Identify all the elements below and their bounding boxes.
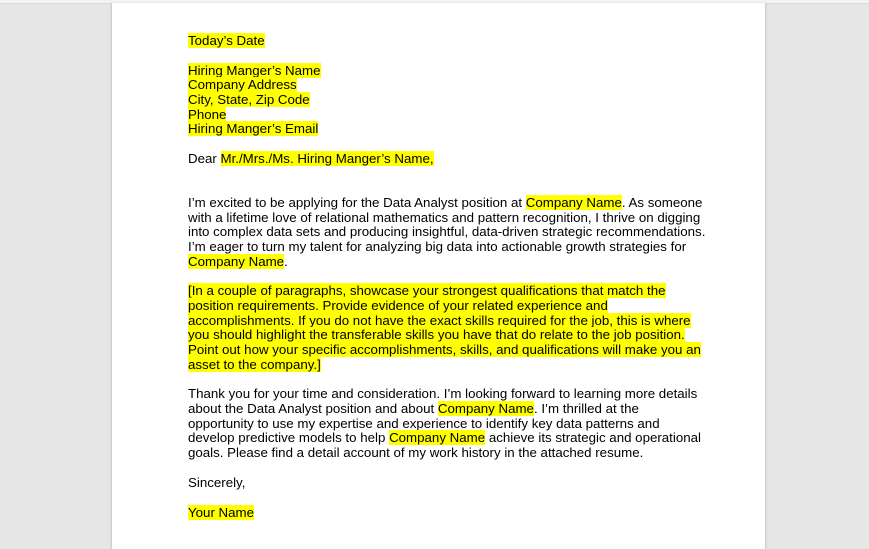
recipient-city-state-zip: City, State, Zip Code [188,92,310,108]
recipient-company-address: Company Address [188,77,297,93]
recipient-name: Hiring Manger’s Name [188,62,321,78]
text-line: goals. Please find a detail account of my work history in the attached resume. [188,445,644,461]
instruction-text: accomplishments. If you do not have the exact skills required for the job, this is where [188,312,691,328]
instruction-text: [In a couple of paragraphs, showcase your strongest qualifications that match the [188,283,666,299]
company-name-placeholder: Company Name [188,253,285,269]
letter-body[interactable] [188,34,708,520]
text-run: develop predictive models to help [188,430,390,446]
paragraph-intro [188,196,708,269]
text-run: . As someone [621,194,703,210]
text-run: I’m excited to be applying for the Data Analyst position at [188,194,526,210]
instruction-text: Point out how your specific accomplishments, skills, and qualifications will make you an [188,342,701,357]
document-page[interactable] [111,3,766,549]
date-line [188,34,708,49]
signature-line [188,506,708,521]
text-line: Thank you for your time and consideration. I’m looking forward to learning more details [188,386,698,402]
recipient-phone: Phone [188,106,227,122]
text-run: . [284,253,288,269]
text-run: . I’m thrilled at the [533,401,639,417]
instruction-text: asset to the company.] [188,356,321,372]
date-placeholder: Today’s Date [188,33,265,48]
text-line: I’m eager to turn my talent for analyzing big data into actionable growth strategies for [188,238,687,254]
company-name-placeholder: Company Name [389,430,486,446]
paragraph-qualifications [188,284,708,372]
salutation [188,152,708,167]
instruction-text: position requirements. Provide evidence of your related experience and [188,297,608,313]
text-run: achieve its strategic and operational [485,430,701,446]
signature-placeholder: Your Name [188,504,255,520]
closing: Sincerely, [188,474,246,490]
text-run: about the Data Analyst position and about [188,401,438,417]
salutation-name: Mr./Mrs./Ms. Hiring Manger’s Name, [220,151,434,167]
text-line: into complex data sets and producing insightful, data-driven strategic recommendations. [188,224,706,240]
company-name-placeholder: Company Name [525,194,622,210]
text-line: opportunity to use my expertise and experience to identify key data patterns and [188,415,660,431]
recipient-email: Hiring Manger’s Email [188,121,319,137]
salutation-prefix: Dear [188,151,221,167]
paragraph-closing [188,387,708,460]
recipient-block [188,64,708,137]
instruction-text: you should highlight the transferable skills you have that do relate to the job position. [188,327,685,343]
text-line: with a lifetime love of relational mathematics and pattern recognition, I thrive on digging [188,209,701,225]
company-name-placeholder: Company Name [437,401,534,417]
